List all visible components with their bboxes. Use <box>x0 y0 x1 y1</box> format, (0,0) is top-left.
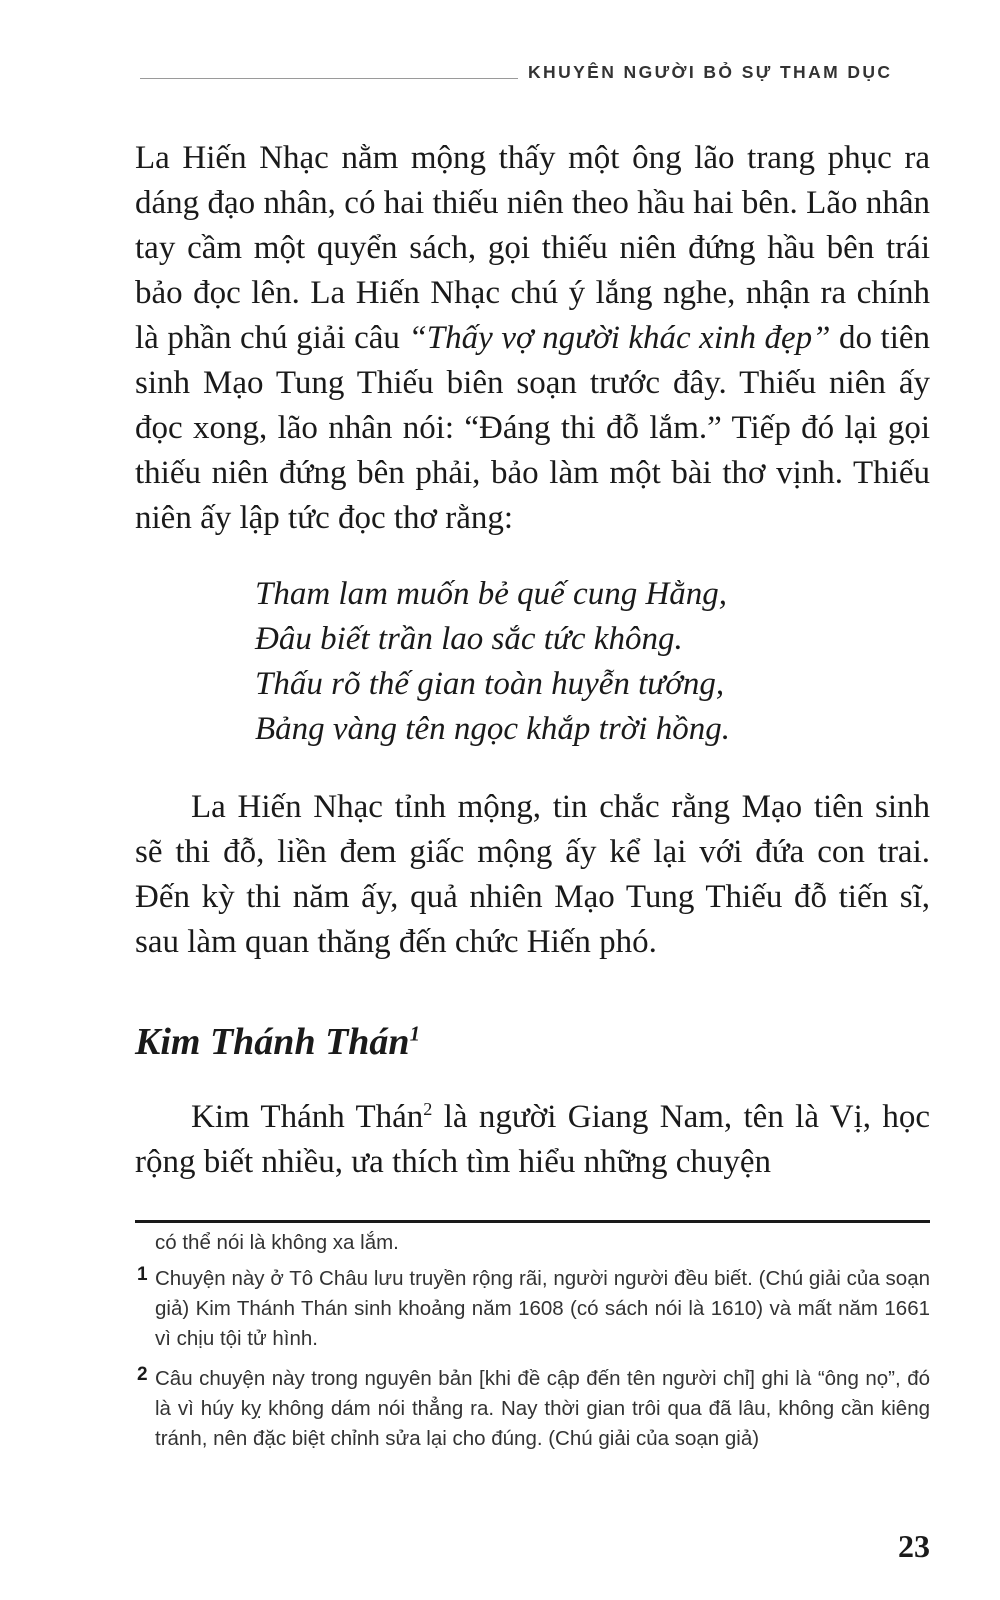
footnote-1-text: Chuyện này ở Tô Châu lưu truyền rộng rãi, người người đều biết. (Chú giải của soạn giả) Kim Thánh Thán sinh khoảng năm 1608 (có sách nói là 1610) và mất năm 1661 vì chịu tội tử hình. <box>155 1267 930 1350</box>
paragraph-3-lead: Kim Thánh Thán <box>191 1099 424 1135</box>
paragraph-3 <box>135 1095 930 1185</box>
footnote-ref-1: 1 <box>409 1021 421 1046</box>
footnote-2-mark: 2 <box>137 1364 148 1385</box>
poem-line: Đâu biết trần lao sắc tức không. <box>255 621 683 657</box>
paragraph-2-text: La Hiến Nhạc tỉnh mộng, tin chắc rằng Mạo tiên sinh sẽ thi đỗ, liền đem giấc mộng ấy kể lại với đứa con trai. Đến kỳ thi năm ấy, quả nhiên Mạo Tung Thiếu đỗ tiến sĩ, sau làm quan thăng đến chức Hiến phó. <box>135 789 930 960</box>
paragraph-1 <box>135 136 930 541</box>
poem-line: Tham lam muốn bẻ quế cung Hằng, <box>255 576 728 612</box>
header-rule <box>140 78 518 79</box>
poem-line: Thấu rõ thế gian toàn huyễn tướng, <box>255 666 725 702</box>
paragraph-1-quote: “Thấy vợ người khác xinh đẹp” <box>408 320 831 356</box>
running-head: KHUYÊN NGƯỜI BỎ SỰ THAM DỤC <box>528 62 893 82</box>
paragraph-1-before-quote: La Hiến Nhạc nằm mộng thấy một ông lão trang phục ra dáng đạo nhân, có hai thiếu niên theo hầu hai bên. Lão nhân tay cầm một quyển sách, gọi thiếu niên đứng hầu bên trái bảo đọc lên. La Hiến Nhạc chú ý lắng nghe, nhận ra chính là phần chú giải câu <box>135 140 930 356</box>
section-title-text: Kim Thánh Thán <box>135 1021 410 1063</box>
paragraph-1-after-quote: do tiên sinh Mạo Tung Thiếu biên soạn trước đây. Thiếu niên ấy đọc xong, lão nhân nói: “Đáng thi đỗ lắm.” Tiếp đó lại gọi thiếu niên đứng bên phải, bảo làm một bài thơ vịnh. Thiếu niên ấy lập tức đọc thơ rằng: <box>135 320 931 536</box>
poem <box>255 572 730 752</box>
footnote-continuation: có thể nói là không xa lắm. <box>155 1231 399 1254</box>
footnote-2-text: Câu chuyện này trong nguyên bản [khi đề cập đến tên người chỉ] ghi là “ông nọ”, đó là vì húy kỵ không dám nói thẳng ra. Nay thời gian trôi qua đã lâu, không cần kiêng tránh, nên đặc biệt chỉnh sửa lại cho đúng. (Chú giải của soạn giả) <box>155 1367 930 1450</box>
page-number: 23 <box>898 1528 930 1564</box>
footnote-1 <box>135 1264 930 1354</box>
footnote-1-mark: 1 <box>137 1264 148 1285</box>
section-title <box>135 1018 420 1066</box>
paragraph-3-text: là người Giang Nam, tên là Vị, học rộng biết nhiều, ưa thích tìm hiểu những chuyện <box>135 1099 930 1180</box>
footnotes <box>135 1228 930 1464</box>
paragraph-2 <box>135 785 930 965</box>
poem-line: Bảng vàng tên ngọc khắp trời hồng. <box>255 711 730 747</box>
footnote-rule <box>135 1220 930 1223</box>
footnote-ref-2: 2 <box>423 1099 433 1119</box>
footnote-2 <box>135 1364 930 1454</box>
